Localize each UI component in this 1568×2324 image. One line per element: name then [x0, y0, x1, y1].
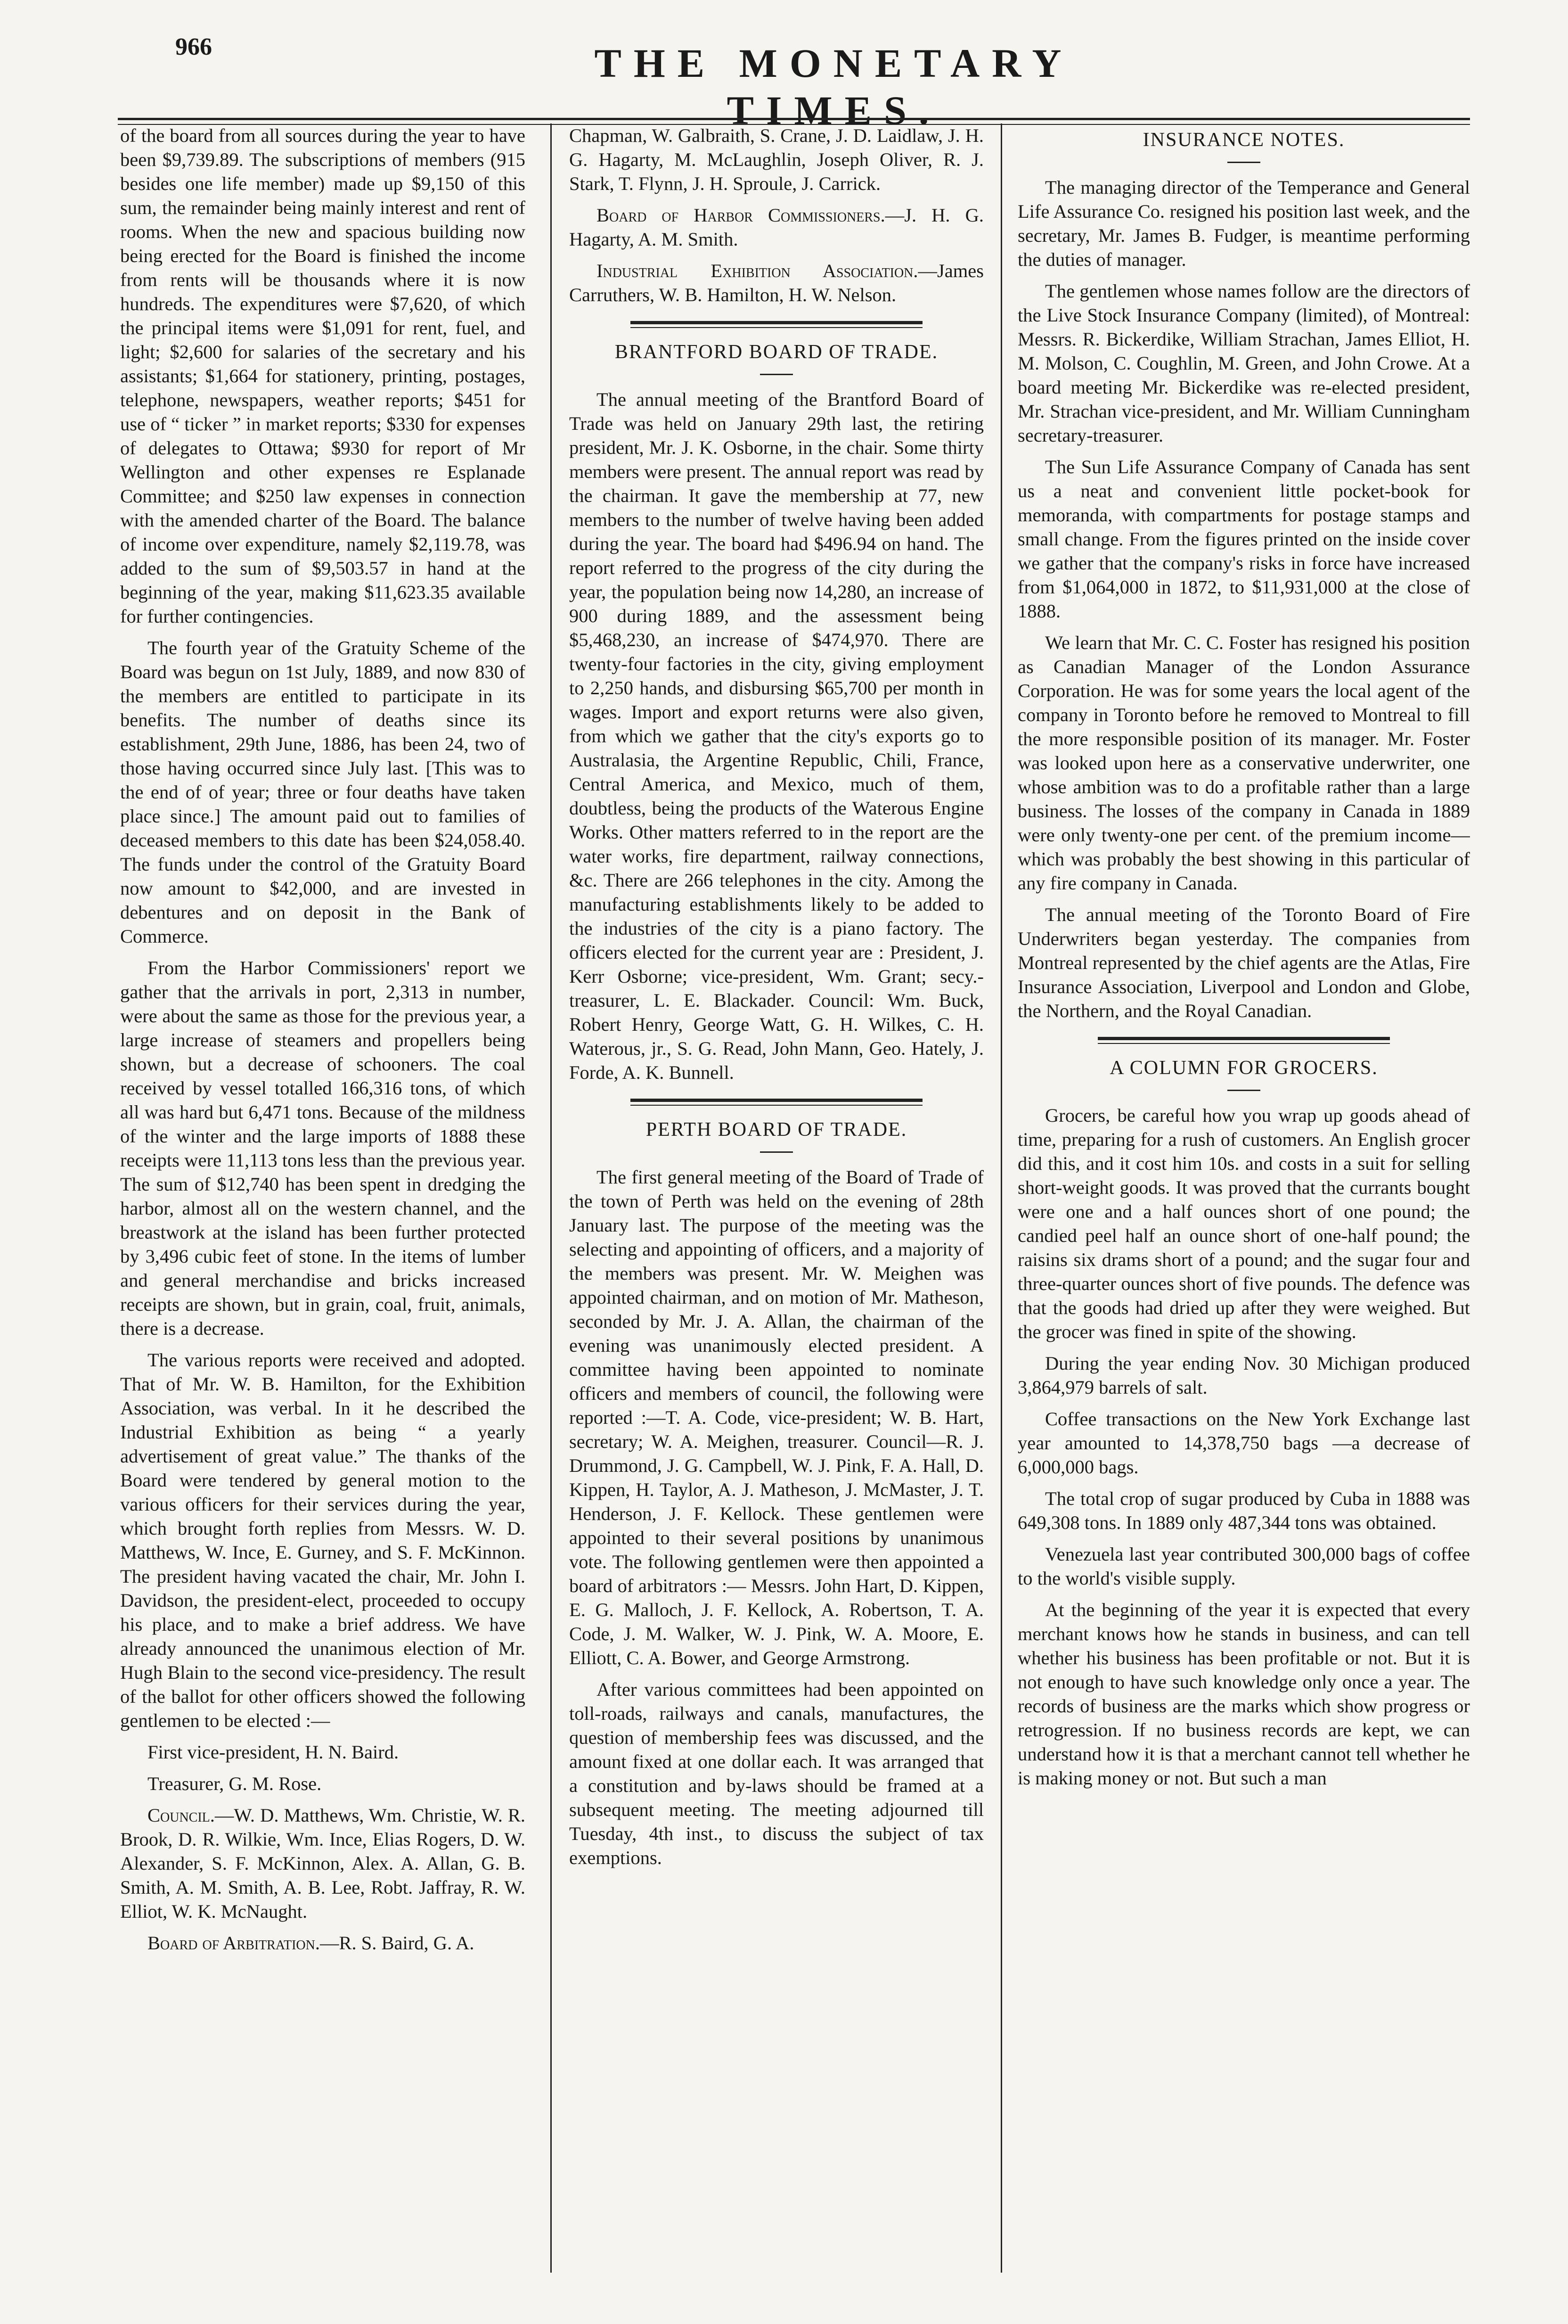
paragraph-text: —R. S. Baird, G. A. — [319, 1932, 474, 1954]
paragraph: The first general meeting of the Board of Trade of the town of Perth was held on the evening of 28th January last. The purpose of the meeting was the selecting and appointing of officers, and a majority of the members was present. Mr. W. Meighen was appointed chairman, and on motion of Mr. Matheson, seconded by Mr. J. A. Allan, the chairman of the evening was unanimously elected president. A committee having been appointed to nominate officers and members of council, the following were reported :—T. A. Code, vice-president; W. B. Hart, secretary; W. A. Meighen, treasurer. Council—R. J. Drummond, J. G. Campbell, W. J. Pink, F. A. Hall, D. Kippen, H. Taylor, A. J. Matheson, J. McMaster, J. T. Henderson, J. F. Kellock. These gentlemen were appointed to their several positions by unanimous vote. The following gentlemen were then appointed a board of arbitrators :— Messrs. John Hart, D. Kippen, E. G. Malloch, J. F. Kellock, A. Robertson, T. A. Code, J. M. Walker, W. J. Pink, W. A. Moore, E. Elliott, C. A. Bower, and George Armstrong. — [569, 1166, 984, 1668]
run-in-label: Board of Harbor Commissioners. — [596, 205, 885, 226]
paragraph — [569, 259, 984, 307]
short-rule — [1227, 1090, 1260, 1091]
paragraph: The fourth year of the Gratuity Scheme of the Board was begun on 1st July, 1889, and now 830 of the members are entitled to participate in its benefits. The number of deaths since its establishment, 29th June, 1886, has been 24, two of those having occurred since July last. [This was to the end of of year; three or four deaths have taken place since.] The amount paid out to families of deceased members to this date has been $24,058.40. The funds under the control of the Gratuity Board now amount to $42,000, and are invested in debentures and on deposit in the Bank of Commerce. — [120, 637, 525, 947]
paragraph: Chapman, W. Galbraith, S. Crane, J. D. Laidlaw, J. H. G. Hagarty, M. McLaughlin, Joseph Oliver, R. J. Stark, T. Flynn, J. H. Sproule, J. Carrick. — [569, 125, 984, 194]
paragraph: The various reports were received and adopted. That of Mr. W. B. Hamilton, for the Exhibition Association, was verbal. In it he described the Industrial Exhibition as being “ a yearly advertisement of great value.” The thanks of the Board were tendered by general motion to the various officers for their services during the year, which brought forth replies from Messrs. W. D. Matthews, W. Ince, E. Gurney, and S. F. McKinnon. The president having vacated the chair, Mr. John I. Davidson, the president-elect, proceeded to occupy his place, and to make a brief address. We have already announced the unanimous election of Mr. Hugh Blain to the second vice-presidency. The result of the ballot for other officers showed the following gentlemen to be elected :— — [120, 1349, 525, 1731]
paragraph-text: —James Carruthers, W. B. Hamilton, H. W. Nelson. — [569, 260, 984, 305]
paragraph: The total crop of sugar produced by Cuba in 1888 was 649,308 tons. In 1889 only 487,344 tons was obtained. — [1018, 1488, 1470, 1533]
section-heading: BRANTFORD BOARD OF TRADE. — [614, 341, 939, 363]
page-number: 966 — [175, 33, 212, 60]
column-divider — [550, 123, 552, 2273]
paragraph: Venezuela last year contributed 300,000 bags of coffee to the world's visible supply. — [1018, 1544, 1470, 1589]
paragraph-text: —W. D. Matthews, Wm. Christie, W. R. Brook, D. R. Wilkie, Wm. Ince, Elias Rogers, D. W. Alexander, S. F. McKinnon, Alex. A. Allan, G. B. Smith, A. M. Smith, A. B. Lee, Robt. Jaffray, R. W. Elliot, W. K. McNaught. — [120, 1805, 525, 1922]
paragraph: At the beginning of the year it is expected that every merchant knows how he stands in business, and can tell whether his business has been profitable or not. But it is not enough to have such knowledge only once a year. The records of business are the marks which show progress or retrogression. If no business records are kept, we can understand how it is that a merchant cannot tell whether he is making money or not. But such a man — [1018, 1599, 1470, 1789]
paragraph — [120, 1803, 525, 1923]
section-heading: PERTH BOARD OF TRADE. — [645, 1119, 907, 1141]
paragraph: of the board from all sources during the year to have been $9,739.89. The subscriptions of members (915 besides one life member) made up $9,150 of this sum, the remainder being mainly interest and rent of rooms. When the new and spacious building now being erected for the Board is finished the income from rents will be thousands where it is now hundreds. The expenditures were $7,620, of which the principal items were $1,091 for rent, fuel, and light; $2,600 for salaries of the secretary and his assistants; $1,664 for stationery, printing, postages, telephone, newspapers, weather reports; $451 for use of “ ticker ” in market reports; $330 for expenses of delegates to Ottawa; $930 for report of Mr Wellington and other expenses re Esplanade Committee; and $250 law expenses in connection with the amended charter of the Board. The balance of income over expenditure, namely $2,119.78, was added to the sum of $9,503.57 in hand at the beginning of the year, making $11,623.35 available for further contingencies. — [120, 125, 525, 627]
paragraph: The annual meeting of the Toronto Board of Fire Underwriters began yesterday. The companies from Montreal represented by the chief agents are the Atlas, Fire Insurance Association, Liverpool and London and Globe, the Northern, and the Royal Canadian. — [1018, 904, 1470, 1021]
paragraph: The managing director of the Temperance and General Life Assurance Co. resigned his position last week, and the secretary, Mr. James B. Fudger, is meantime performing the duties of manager. — [1018, 177, 1470, 270]
paragraph: First vice-president, H. N. Baird. — [147, 1741, 399, 1763]
run-in-label: Board of Arbitration. — [147, 1932, 320, 1954]
paragraph: Coffee transactions on the New York Exchange last year amounted to 14,378,750 bags —a decrease of 6,000,000 bags. — [1018, 1408, 1470, 1478]
paragraph — [569, 203, 984, 251]
column-3 — [1018, 123, 1470, 2273]
paragraph: Grocers, be careful how you wrap up goods ahead of time, preparing for a rush of customers. An English grocer did this, and it cost him 10s. and costs in a suit for selling short-weight goods. It was proved that the currants bought were one and a half ounces short of one pound; the candied peel half an ounce short of one-half pound; the raisins six drams short of a pound; and the sugar four and three-quarter ounces short of five pounds. The defence was that the goods had dried up after they were weighed. But the grocer was fined in spite of the showing. — [1018, 1105, 1470, 1342]
paragraph: The gentlemen whose names follow are the directors of the Live Stock Insurance Company (limited), of Montreal: Messrs. R. Bickerdike, William Strachan, James Elliot, H. M. Molson, C. Coughlin, M. Green, and John Crowe. At a board meeting Mr. Bickerdike was re-elected president, Mr. Strachan vice-president, and Mr. William Cunningham secretary-treasurer. — [1018, 280, 1470, 446]
masthead: THE MONETARY TIMES. — [594, 41, 1074, 133]
short-rule — [760, 374, 793, 375]
paragraph: During the year ending Nov. 30 Michigan produced 3,864,979 barrels of salt. — [1018, 1353, 1470, 1398]
section-separator — [630, 321, 923, 328]
paragraph — [120, 1931, 525, 1955]
paragraph: Treasurer, G. M. Rose. — [147, 1773, 322, 1794]
short-rule — [1227, 162, 1260, 163]
paragraph: From the Harbor Commissioners' report we gather that the arrivals in port, 2,313 in number, were about the same as those for the previous year, a large increase of steamers and propellers being shown, but a decrease of schooners. The coal received by vessel totalled 166,316 tons, of which all was hard but 6,471 tons. Because of the mildness of the winter and the large imports of 1888 these receipts were 11,113 tons less than the previous year. The sum of $12,740 has been spent in dredging the harbor, almost all on the western channel, and the breastwork at the island has been further protected by 3,496 cubic feet of stone. In the items of lumber and general merchandise and bricks increased receipts are shown, but in grain, coal, fruit, animals, there is a decrease. — [120, 957, 525, 1339]
column-divider — [1001, 123, 1002, 2273]
section-heading: A COLUMN FOR GROCERS. — [1110, 1057, 1378, 1079]
section-separator — [1098, 1037, 1390, 1044]
section-separator — [630, 1099, 923, 1106]
paragraph: After various committees had been appointed on toll-roads, railways and canals, manufactures, the question of membership fees was discussed, and the amount fixed at one dollar each. It was arranged that a constitution and by-laws should be framed at a subsequent meeting. The meeting adjourned till Tuesday, 4th inst., to discuss the subject of tax exemptions. — [569, 1679, 984, 1868]
section-heading: INSURANCE NOTES. — [1143, 129, 1345, 151]
paragraph-text: —J. H. G. Hagarty, A. M. Smith. — [569, 205, 984, 250]
column-2 — [569, 123, 984, 2273]
paragraph: The Sun Life Assurance Company of Canada has sent us a neat and convenient little pocket-book for memoranda, with compartments for postage stamps and small change. From the figures printed on the inside cover we gather that the company's risks in force have increased from $1,064,000 in 1872, to $11,931,000 at the close of 1888. — [1018, 456, 1470, 622]
paragraph: The annual meeting of the Brantford Board of Trade was held on January 29th last, the retiring president, Mr. J. K. Osborne, in the chair. Some thirty members were present. The annual report was read by the chairman. It gave the membership at 77, new members to the number of twelve having been added during the year. The board had $496.94 on hand. The report referred to the progress of the city during the year, the population being now 14,280, an increase of 900 during 1889, and the assessment being $5,468,230, an increase of $474,970. There are twenty-four factories in the city, giving employment to 2,250 hands, and disbursing $65,700 per month in wages. Import and export returns were also given, from which we gather that the city's exports go to Australasia, the Argentine Republic, Chili, France, Central America, and Mexico, much of them, doubtless, being the products of the Waterous Engine Works. Other matters referred to in the report are the water works, fire department, railway connections, &c. There are 266 telephones in the city. Among the manufacturing establishments likely to be added to the industries of the city is a piano factory. The officers elected for the current year are : President, J. Kerr Osborne; vice-president, Wm. Grant; secy.-treasurer, L. E. Blackader. Council: Wm. Buck, Robert Henry, George Watt, G. H. Wilkes, C. H. Waterous, jr., S. G. Read, John Mann, Geo. Hately, J. Forde, A. K. Bunnell. — [569, 389, 984, 1083]
column-1 — [120, 123, 525, 2273]
run-in-label: Industrial Exhibition Association. — [596, 260, 918, 281]
run-in-label: Council. — [147, 1805, 215, 1826]
short-rule — [760, 1151, 793, 1153]
paragraph: We learn that Mr. C. C. Foster has resigned his position as Canadian Manager of the London Assurance Corporation. He was for some years the local agent of the company in Toronto before he removed to Montreal to fill the more responsible position of its manager. Mr. Foster was looked upon here as a conservative underwriter, one whose ambition was to do a profitable rather than a large business. The losses of the company in Canada in 1889 were only twenty-one per cent. of the premium income—which was probably the best showing in this particular of any fire company in Canada. — [1018, 632, 1470, 894]
